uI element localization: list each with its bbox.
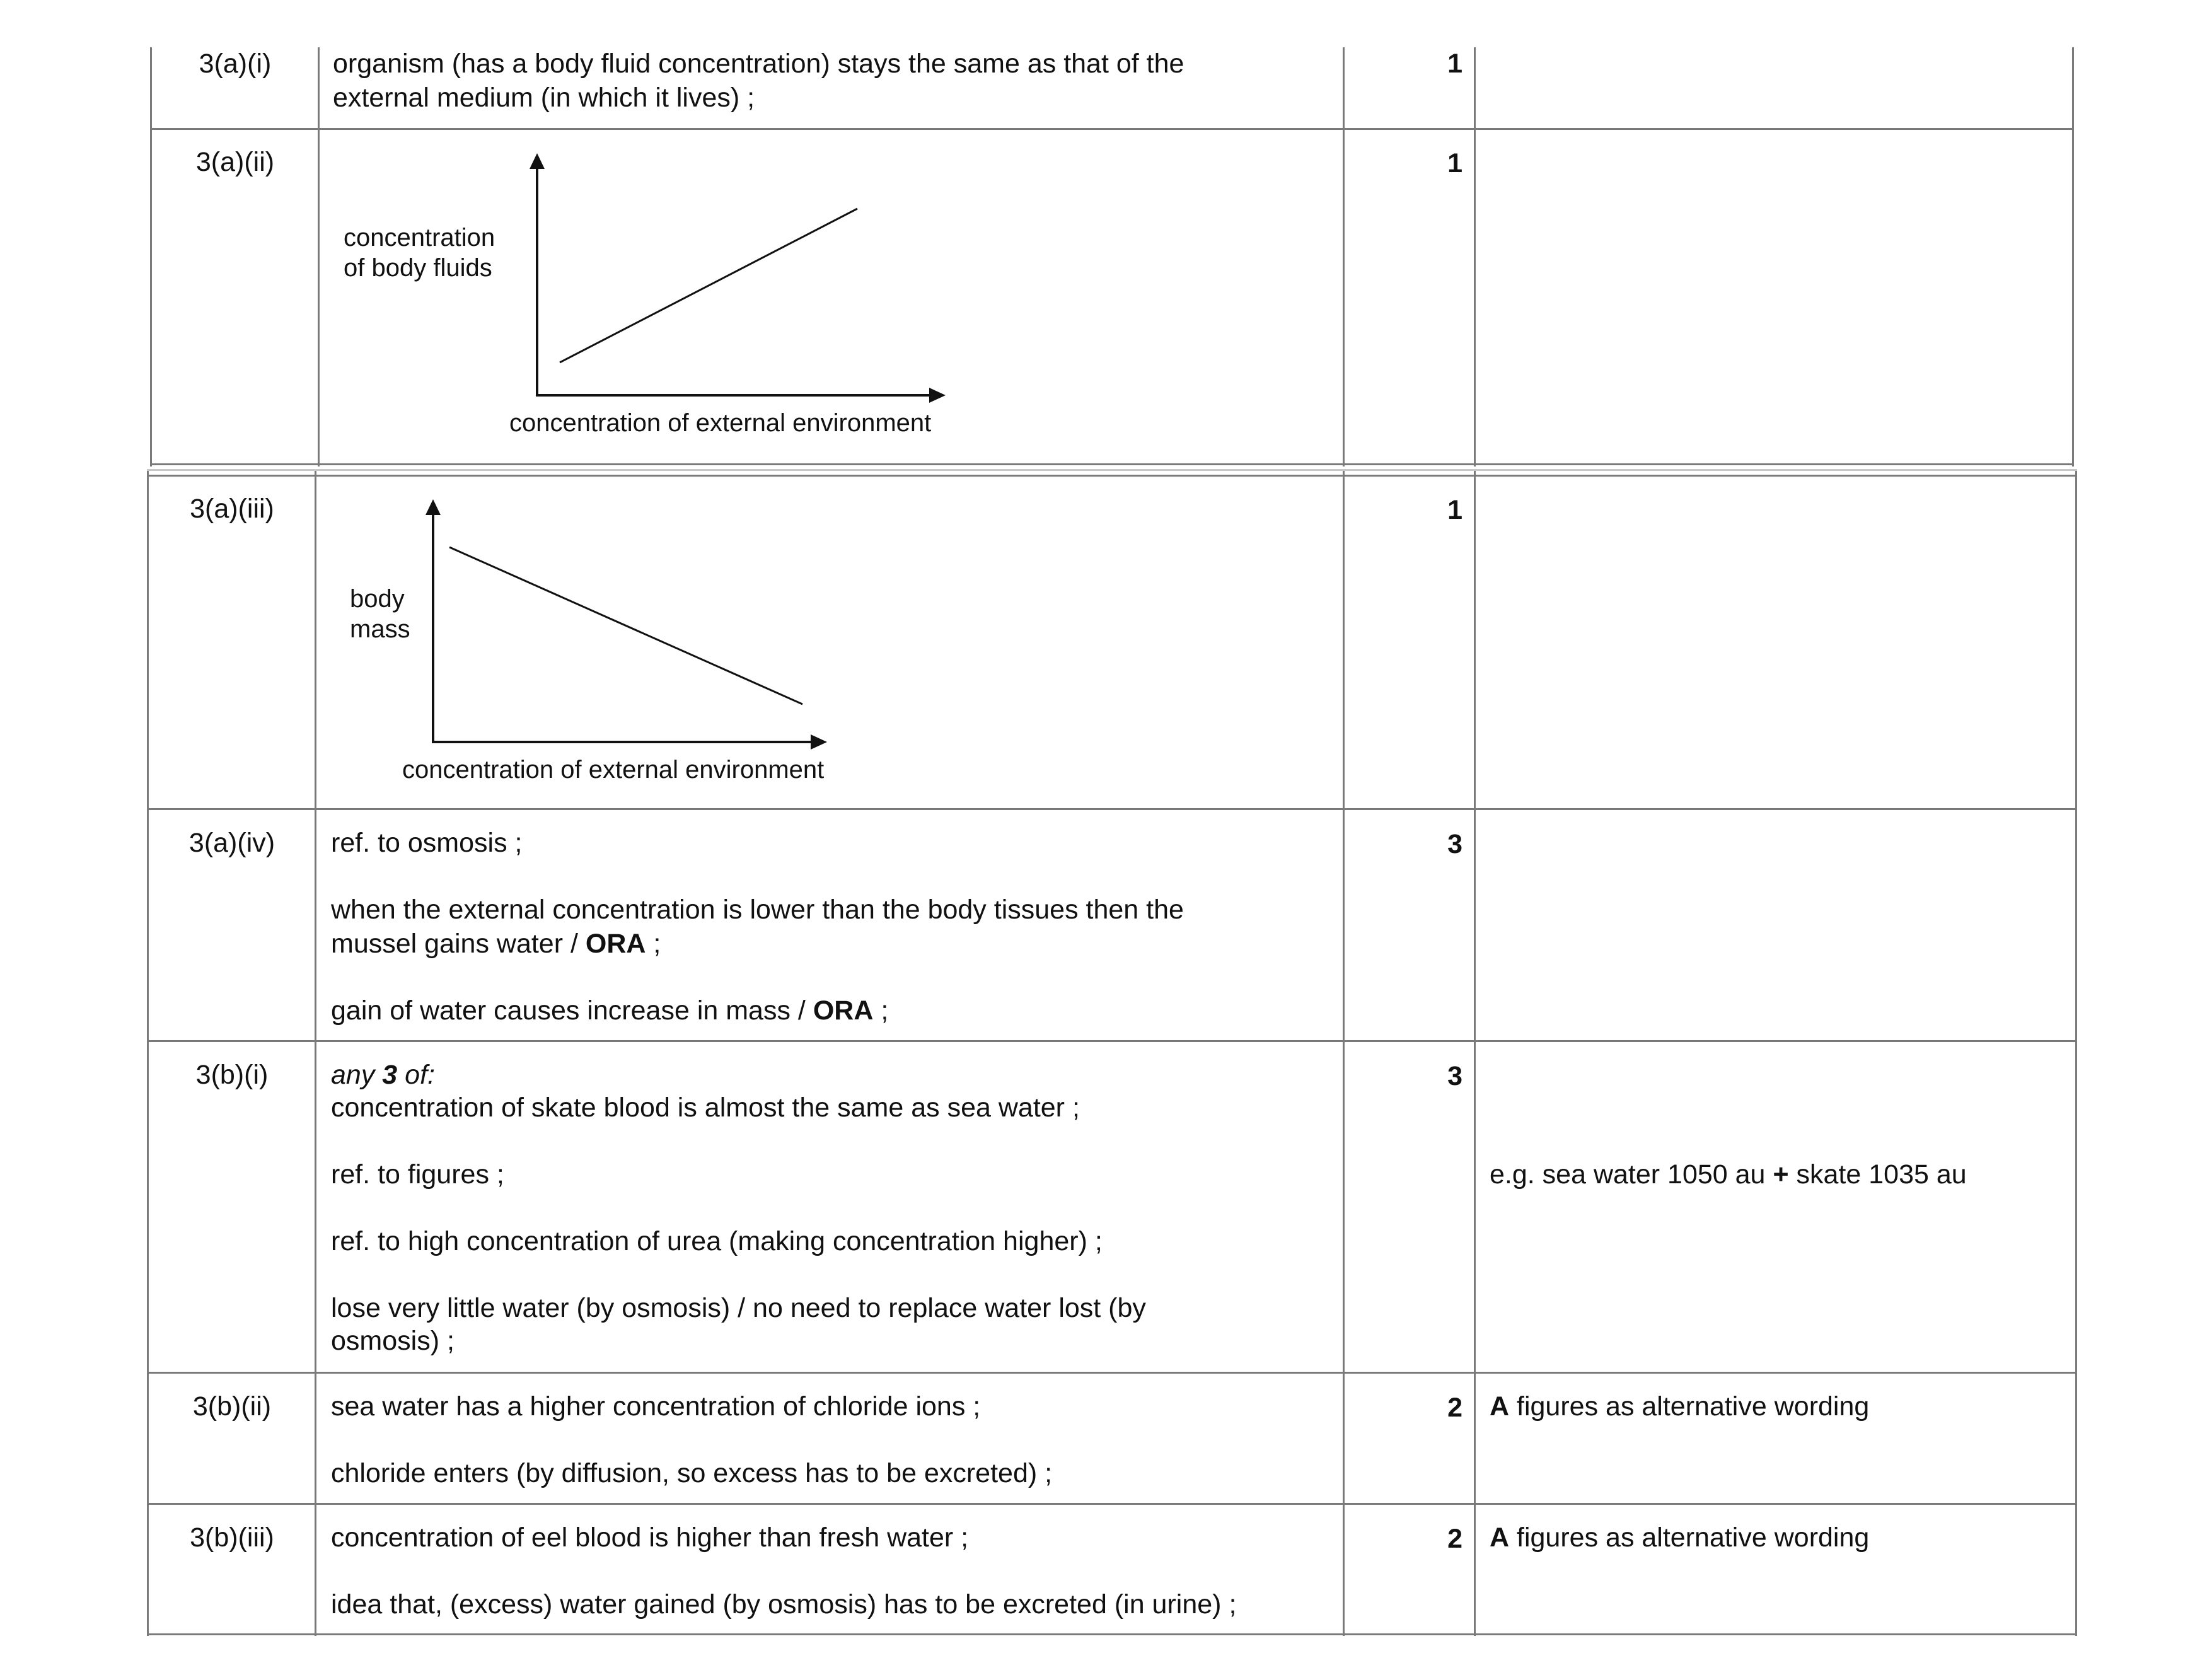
graph-y-axis-label: body (350, 585, 405, 613)
graph-a-iii (426, 499, 827, 750)
answer-text: ref. to high concentration of urea (making concentration higher) ; (331, 1226, 1103, 1256)
answer-text: ref. to figures ; (331, 1159, 504, 1190)
graph-a-ii (530, 153, 946, 403)
graph-x-axis-label: concentration of external environment (509, 409, 932, 437)
y-axis-arrowhead (530, 153, 545, 169)
answer-text: lose very little water (by osmosis) / no need to replace water lost (by (331, 1293, 1146, 1323)
question-number: 3(a)(iii) (190, 494, 274, 524)
graph-y-axis-label: concentration (344, 224, 495, 252)
answer-intro: any 3 of: (331, 1060, 435, 1090)
marks: 2 (1447, 1393, 1462, 1423)
answer-text: organism (has a body fluid concentration) stays the same as that of the (333, 49, 1184, 79)
guidance-text: A figures as alternative wording (1490, 1391, 1870, 1422)
marks: 3 (1447, 1061, 1462, 1091)
trend-line-increasing (560, 209, 857, 362)
guidance-text: A figures as alternative wording (1490, 1522, 1870, 1553)
question-number: 3(a)(ii) (195, 147, 275, 177)
answer-text: ref. to osmosis ; (331, 828, 523, 858)
answer-text: osmosis) ; (331, 1326, 455, 1356)
answer-text: sea water has a higher concentration of chloride ions ; (331, 1391, 981, 1422)
question-number: 3(a)(i) (199, 49, 272, 79)
graph-x-axis-label: concentration of external environment (402, 756, 825, 784)
x-axis-arrowhead (811, 734, 827, 750)
question-number: 3(b)(iii) (190, 1522, 274, 1553)
answer-text: chloride enters (by diffusion, so excess has to be excreted) ; (331, 1458, 1053, 1488)
graph-y-axis-label: of body fluids (344, 254, 492, 282)
question-number: 3(b)(i) (195, 1060, 269, 1090)
answer-text: mussel gains water / ORA ; (331, 929, 661, 959)
question-number: 3(a)(iv) (188, 828, 275, 858)
y-axis-arrowhead (426, 499, 441, 515)
answer-text: external medium (in which it lives) ; (333, 83, 755, 113)
answer-text: idea that, (excess) water gained (by osmosis) has to be excreted (in urine) ; (331, 1589, 1237, 1620)
guidance-text: e.g. sea water 1050 au + skate 1035 au (1490, 1159, 1967, 1190)
trend-line-decreasing (449, 547, 802, 704)
marks: 1 (1447, 148, 1462, 178)
answer-text: gain of water causes increase in mass / ORA ; (331, 995, 889, 1026)
answer-text: concentration of skate blood is almost the same as sea water ; (331, 1093, 1080, 1123)
marks: 3 (1447, 829, 1462, 859)
marks: 1 (1447, 49, 1462, 79)
question-number: 3(b)(ii) (192, 1391, 272, 1422)
graph-y-axis-label: mass (350, 615, 410, 643)
answer-text: when the external concentration is lower than the body tissues then the (331, 895, 1184, 925)
marks: 2 (1447, 1524, 1462, 1554)
answer-text: concentration of eel blood is higher than fresh water ; (331, 1522, 969, 1553)
x-axis-arrowhead (929, 388, 946, 403)
marks: 1 (1447, 495, 1462, 525)
